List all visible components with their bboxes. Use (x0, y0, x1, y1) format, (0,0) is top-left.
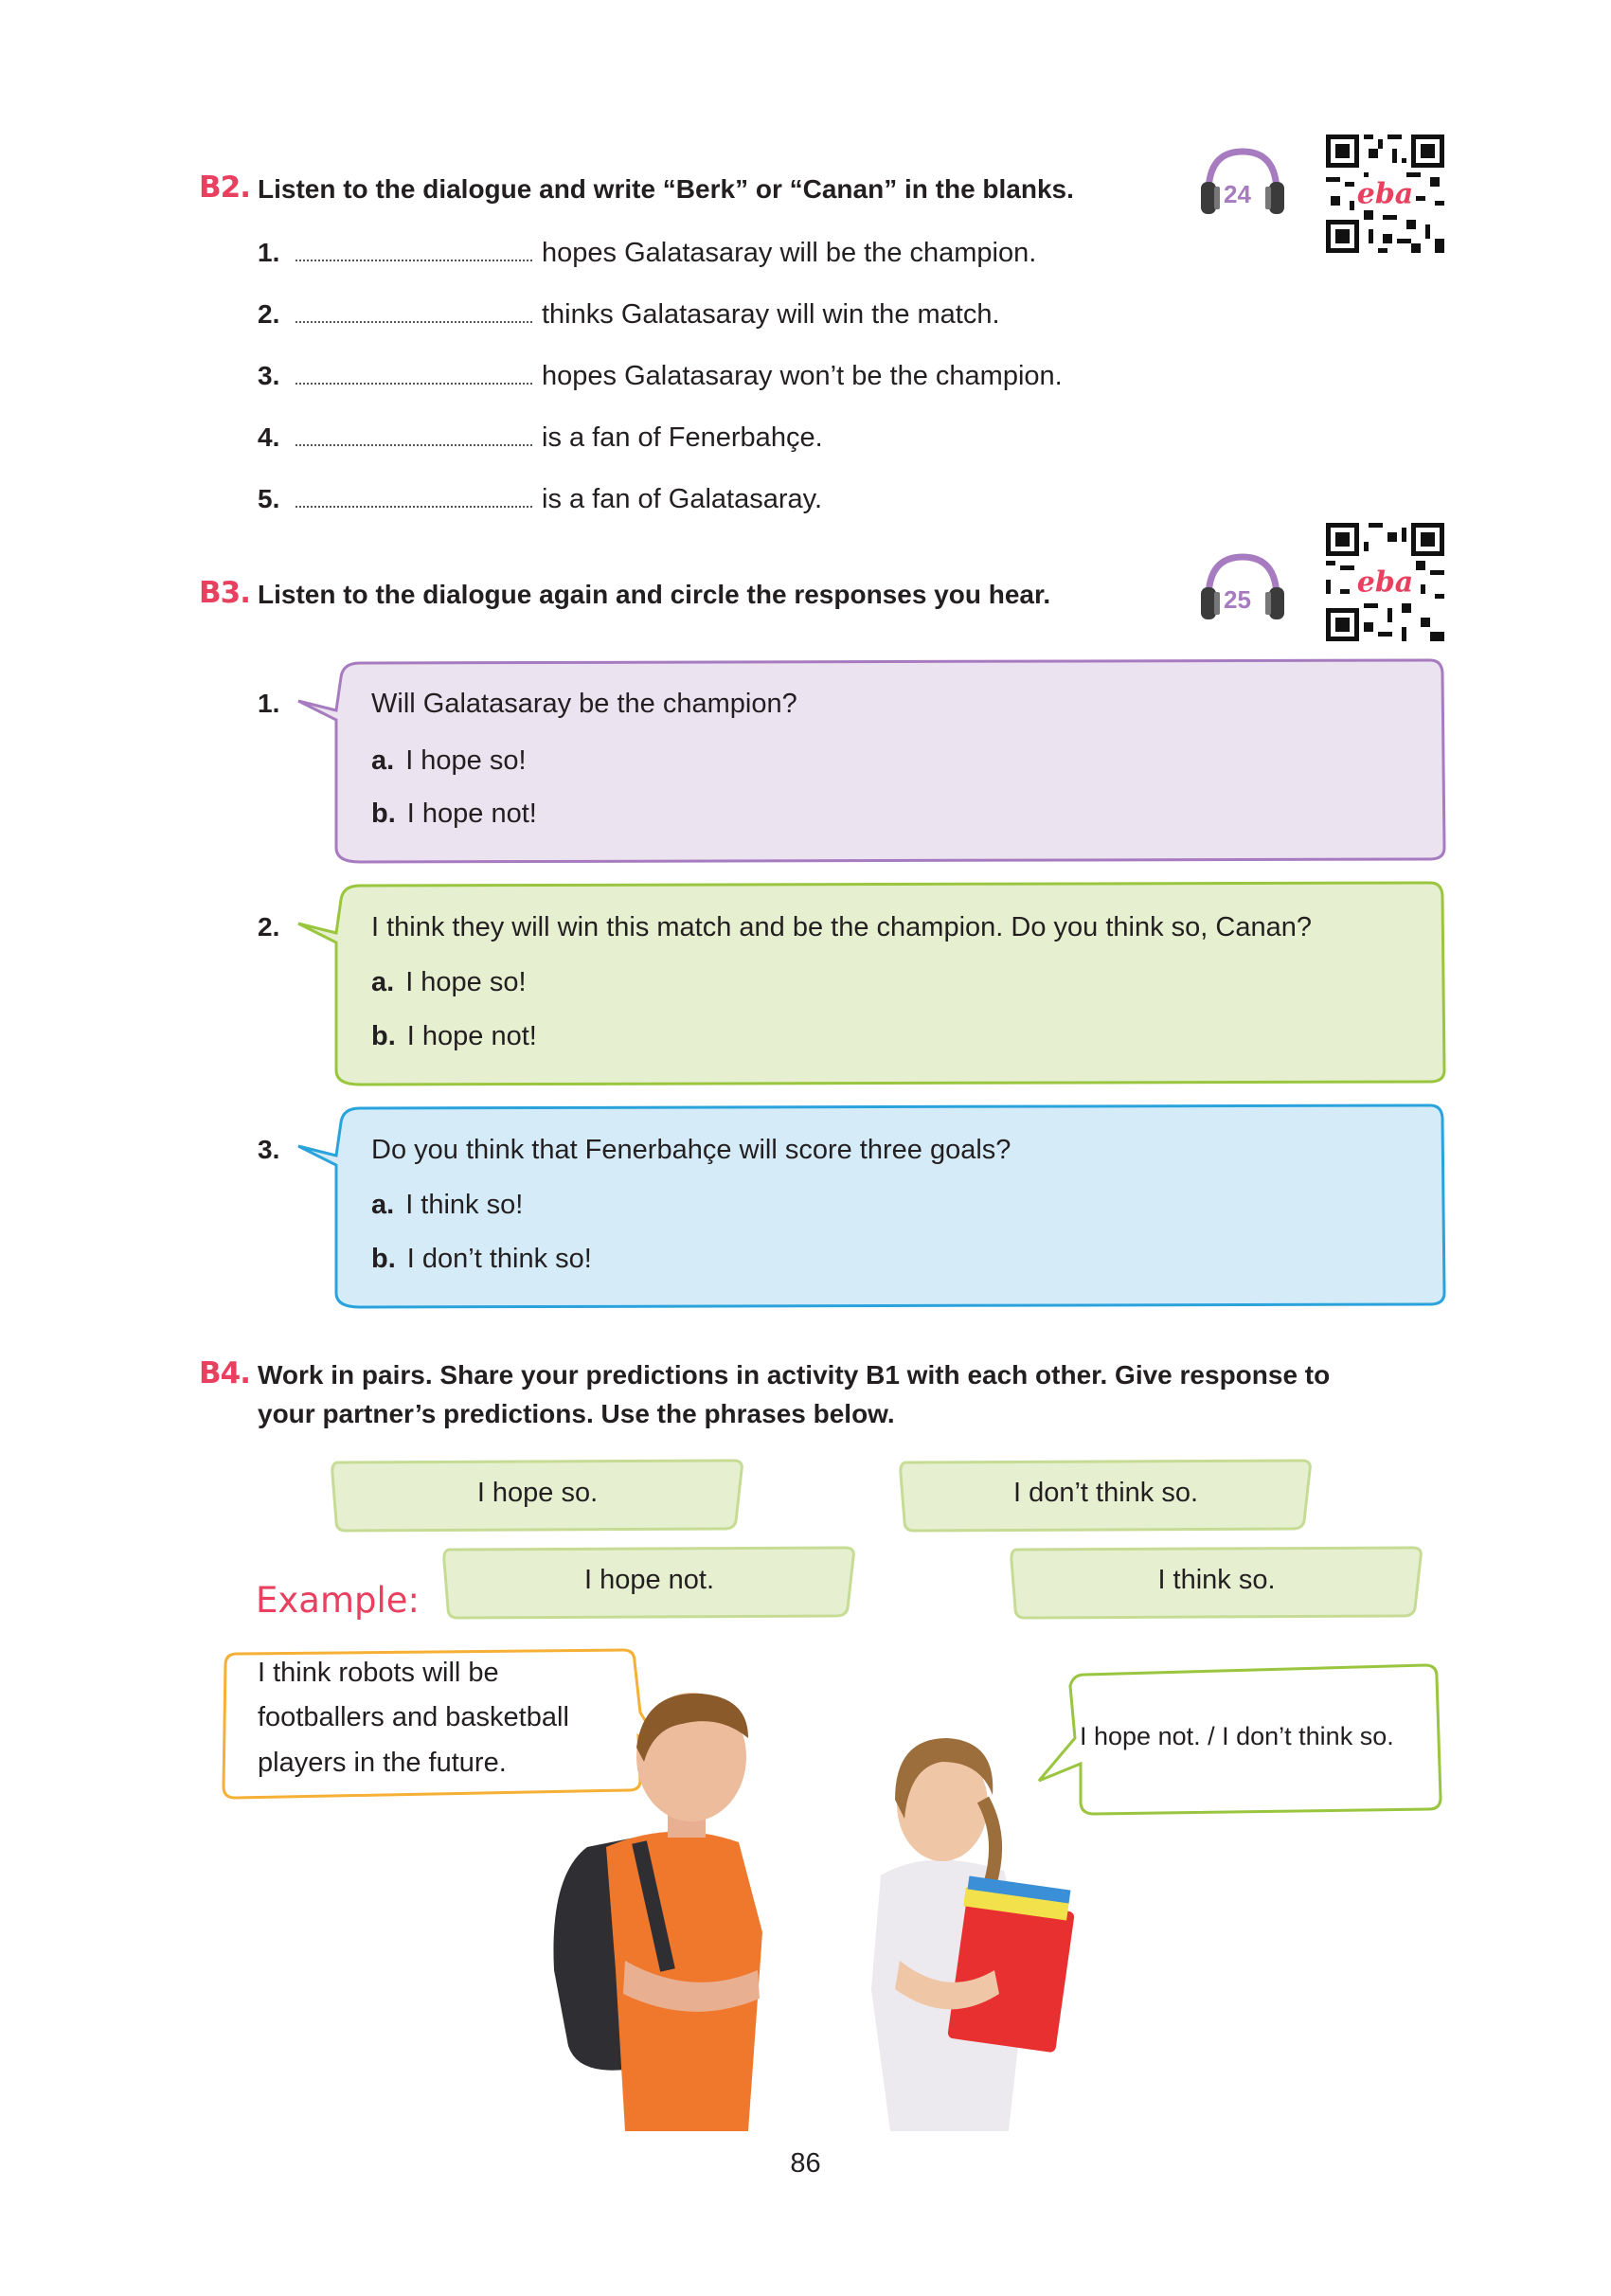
boy-speech-line3: players in the future. (258, 1748, 507, 1778)
question-text: I think they will win this match and be the champion. Do you think so, Canan? (371, 912, 1312, 942)
item-number: 4. (258, 422, 280, 452)
track-number: 24 (1224, 180, 1251, 208)
b3-instruction: Listen to the dialogue again and circle the responses you hear. (258, 580, 1051, 609)
option-text: I hope so! (405, 967, 527, 997)
option-text: I hope not! (406, 1021, 537, 1051)
phrase-i-dont-think-so: I don’t think so. (1012, 1478, 1199, 1508)
option-letter: a. (371, 745, 395, 776)
option-a[interactable] (371, 745, 527, 777)
students-illustration (511, 1686, 1174, 2131)
item-number: 1. (258, 238, 280, 267)
b2-instruction: Listen to the dialogue and write “Berk” or “Canan” in the blanks. (258, 174, 1074, 204)
b2-item (258, 298, 1000, 336)
option-a[interactable] (371, 967, 527, 998)
qr-label: eba (1356, 565, 1414, 600)
option-letter: a. (371, 967, 395, 997)
blank-field[interactable] (295, 360, 532, 385)
blank-field[interactable] (295, 422, 532, 446)
option-b[interactable] (371, 1021, 537, 1052)
girl-speech: I hope not. / I don’t think so. (1080, 1722, 1394, 1750)
option-text: I don’t think so! (406, 1244, 592, 1274)
option-b[interactable] (371, 798, 537, 830)
item-text: thinks Galatasaray will win the match. (542, 299, 1000, 330)
option-letter: b. (371, 798, 396, 829)
b3-tag: B3. (199, 576, 250, 610)
item-text: is a fan of Galatasaray. (542, 484, 823, 514)
qr-code-icon[interactable] (1326, 135, 1444, 253)
example-label: Example: (256, 1580, 420, 1621)
option-a[interactable] (371, 1190, 523, 1221)
b4-tag: B4. (199, 1356, 250, 1390)
track-number: 25 (1224, 585, 1251, 614)
item-text: hopes Galatasaray will be the champion. (542, 238, 1037, 268)
blank-field[interactable] (295, 237, 532, 261)
item-text: is a fan of Fenerbahçe. (542, 422, 823, 453)
item-number: 5. (258, 484, 280, 513)
qr-code-icon[interactable] (1326, 523, 1444, 641)
b2-item (258, 422, 823, 459)
option-letter: a. (371, 1190, 395, 1220)
b4-instruction-line2: your partner’s predictions. Use the phrases below. (258, 1399, 895, 1428)
option-text: I hope not! (406, 798, 537, 829)
question-number: 2. (258, 912, 280, 942)
option-text: I hope so! (405, 745, 527, 776)
item-number: 3. (258, 361, 280, 390)
option-b[interactable] (371, 1244, 592, 1275)
option-text: I think so! (405, 1190, 524, 1220)
question-text: Do you think that Fenerbahçe will score three goals? (371, 1135, 1011, 1165)
b4-instruction-line1: Work in pairs. Share your predictions in activity B1 with each other. Give response to (258, 1360, 1331, 1390)
blank-field[interactable] (295, 483, 532, 508)
b2-item (258, 483, 822, 521)
option-letter: b. (371, 1021, 396, 1051)
phrase-i-hope-so: I hope so. (476, 1478, 599, 1508)
question-number: 3. (258, 1135, 280, 1164)
b2-item (258, 237, 1036, 275)
item-text: hopes Galatasaray won’t be the champion. (542, 361, 1063, 391)
qr-label: eba (1356, 177, 1414, 211)
page-number: 86 (790, 2148, 821, 2179)
option-letter: b. (371, 1244, 396, 1274)
phrase-i-hope-not: I hope not. (583, 1565, 715, 1595)
question-number: 1. (258, 689, 280, 718)
b2-item (258, 360, 1063, 398)
phrase-i-think-so: I think so. (1157, 1565, 1276, 1595)
item-number: 2. (258, 299, 280, 329)
question-text: Will Galatasaray be the champion? (371, 689, 797, 719)
boy-speech-line2: footballers and basketball (258, 1702, 569, 1732)
boy-speech-line1: I think robots will be (258, 1658, 499, 1688)
b2-tag: B2. (199, 170, 250, 205)
blank-field[interactable] (295, 298, 532, 323)
